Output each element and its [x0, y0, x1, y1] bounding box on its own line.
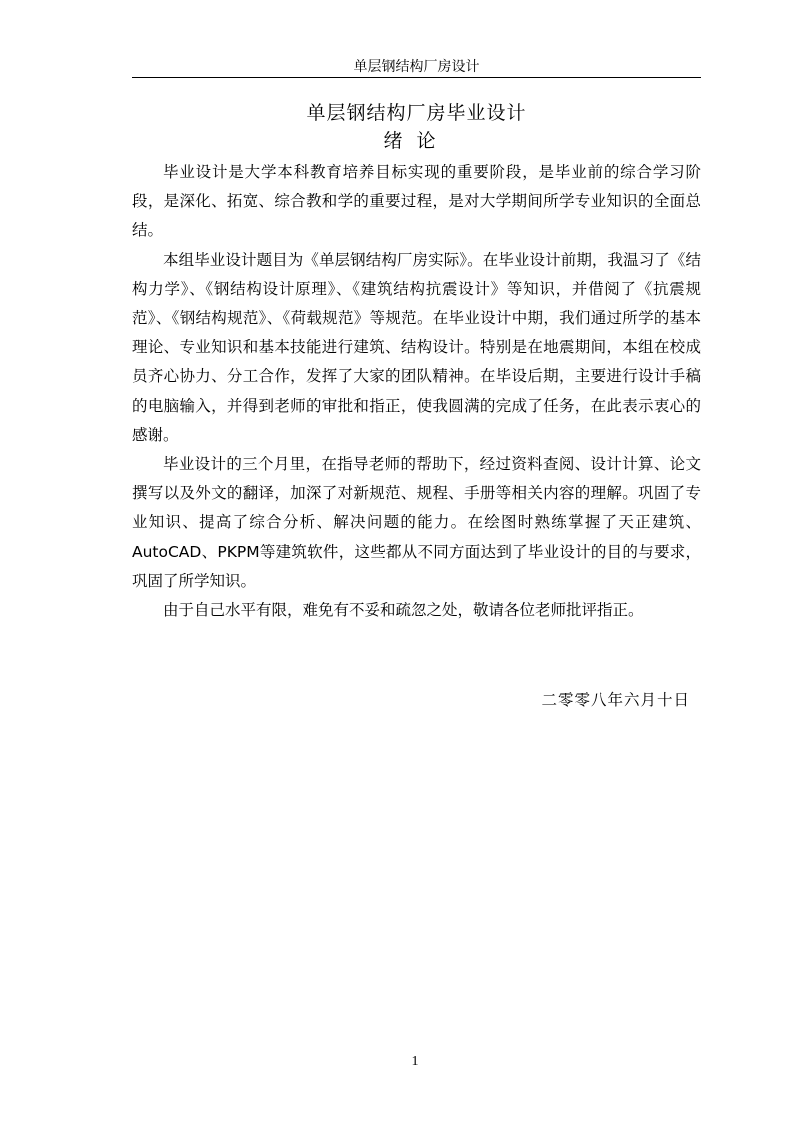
page-number: 1 — [411, 1054, 419, 1069]
body-text — [132, 158, 701, 625]
paragraph: 毕业设计是大学本科教育培养目标实现的重要阶段，是毕业前的综合学习阶段，是深化、拓宽、综合教和学的重要过程，是对大学期间所学专业知识的全面总结。 — [132, 163, 701, 240]
document-title: 单层钢结构厂房毕业设计 — [306, 102, 527, 124]
header-divider — [132, 77, 701, 78]
running-header: 单层钢结构厂房设计 — [353, 59, 480, 75]
paragraph: 本组毕业设计题目为《单层钢结构厂房实际》。在毕业设计前期，我温习了《结构力学》、《钢结构设计原理》、《建筑结构抗震设计》等知识，并借阅了《抗震规范》、《钢结构规范》、《荷载规范》等规范。在毕业设计中期，我们通过所学的基本理论、专业知识和基本技能进行建筑、结构设计。特别是在地震期间，本组在校成员齐心协力、分工合作，发挥了大家的团队精神。在毕设后期，主要进行设计手稿的电脑输入，并得到老师的审批和指正，使我圆满的完成了任务，在此表示衷心的感谢。 — [132, 250, 701, 444]
section-heading: 绪论 — [383, 130, 450, 152]
signature-date: 二零零八年六月十日 — [541, 691, 690, 709]
paragraph: 毕业设计的三个月里，在指导老师的帮助下，经过资料查阅、设计计算、论文撰写以及外文的翻译，加深了对新规范、规程、手册等相关内容的理解。巩固了专业知识、提高了综合分析、解决问题的能力。在绘图时熟练掌握了天正建筑、AutoCAD、PKPM等建筑软件，这些都从不同方面达到了毕业设计的目的与要求，巩固了所学知识。 — [132, 455, 701, 590]
paragraph: 由于自己水平有限，难免有不妥和疏忽之处，敬请各位老师批评指正。 — [163, 601, 644, 620]
